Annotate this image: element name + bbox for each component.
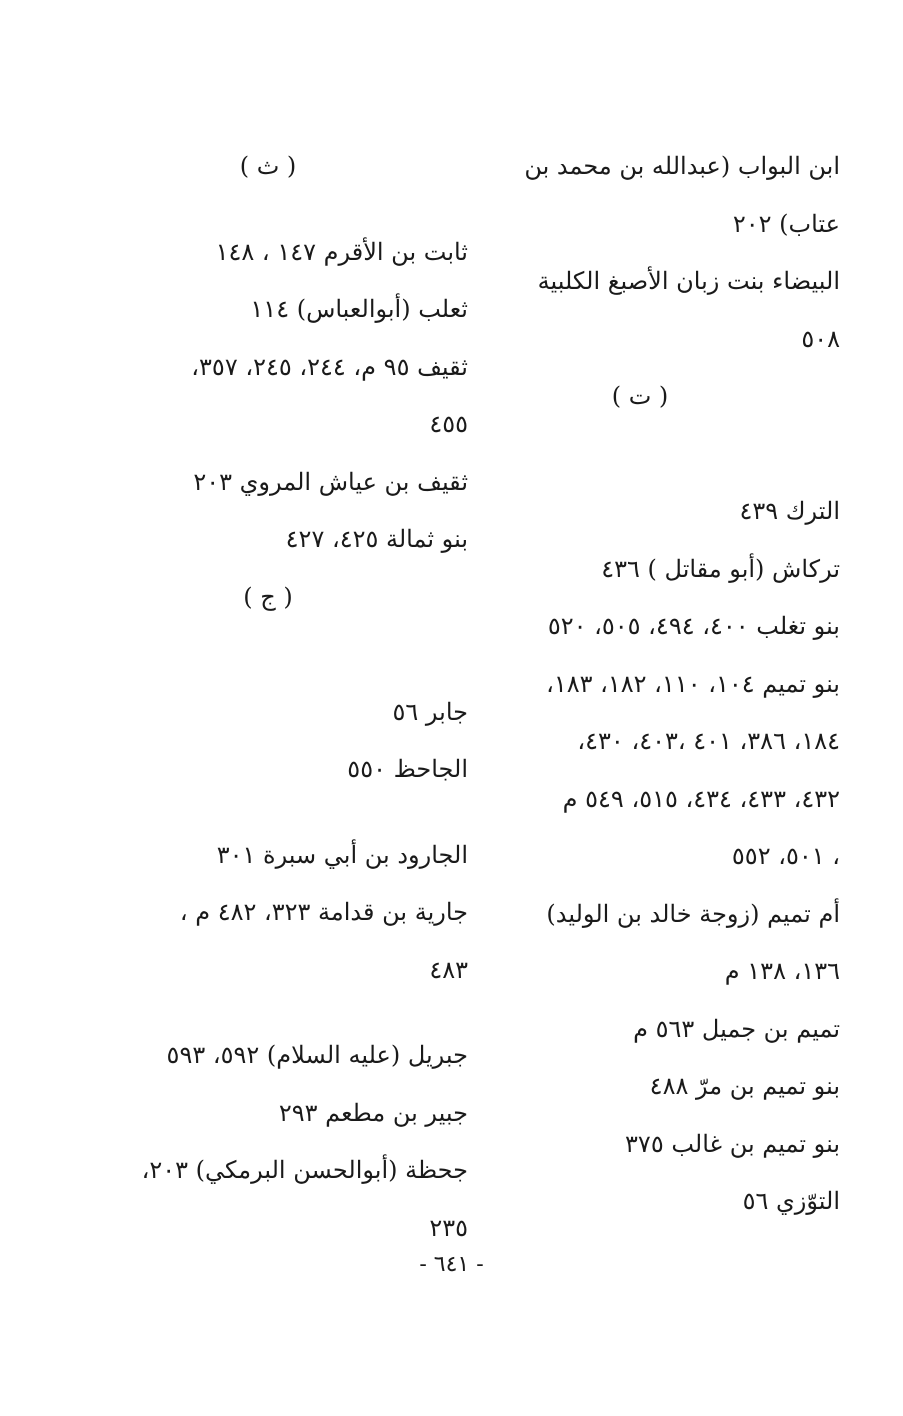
index-entry: ٢٣٥: [429, 1213, 468, 1242]
index-column-right: [495, 138, 840, 1231]
index-entry: بنو تميم ١٠٤، ١١٠، ١٨٢، ١٨٣،: [546, 669, 840, 698]
index-entry: جبريل (عليه السلام) ٥٩٢، ٥٩٣: [166, 1041, 468, 1069]
index-entry: جبير بن مطعم ٢٩٣: [278, 1098, 468, 1127]
index-entry: ثعلب (أبوالعباس) ١١٤: [250, 295, 468, 323]
index-entry: البيضاء بنت زبان الأصبغ الكلبية: [537, 267, 840, 295]
index-entry: بنو تميم بن مرّ ٤٨٨: [649, 1072, 840, 1100]
index-entry: ثقيف بن عياش المروي ٢٠٣: [193, 467, 468, 496]
page-number: - ٦٤١ -: [419, 1252, 484, 1277]
index-entry: ثقيف ٩٥ م، ٢٤٤، ٢٤٥، ٣٥٧،: [191, 352, 468, 381]
index-entry: جابر ٥٦: [392, 697, 468, 726]
spacer: [123, 626, 468, 684]
section-heading-tha: ( ث ): [239, 152, 297, 180]
spacer: [123, 799, 468, 827]
index-entry: جارية بن قدامة ٣٢٣، ٤٨٢ م ،: [179, 898, 468, 926]
index-entry: بنو تميم بن غالب ٣٧٥: [625, 1129, 840, 1158]
index-entry: بنو ثمالة ٤٢٥، ٤٢٧: [285, 525, 468, 553]
index-entry: جحظة (أبوالحسن البرمكي) ٢٠٣،: [141, 1156, 468, 1184]
section-heading-ta: ( ت ): [611, 382, 669, 410]
index-entry: ثابت بن الأقرم ١٤٧ ، ١٤٨: [215, 237, 468, 266]
index-column-left: [123, 138, 468, 1257]
index-entry: الجارود بن أبي سبرة ٣٠١: [216, 840, 468, 869]
index-entry: ١٨٤، ٣٨٦، ٤٠١ ،٤٠٣، ٤٣٠،: [577, 727, 840, 755]
spacer: [495, 426, 840, 484]
index-entry: ٤٨٣: [429, 955, 468, 984]
spacer: [123, 999, 468, 1027]
index-entry: تركاش (أبو مقاتل ) ٤٣٦: [601, 554, 840, 583]
index-entry: ٥٠٨: [801, 324, 840, 353]
index-entry: ١٣٦، ١٣٨ م: [724, 957, 840, 985]
index-entry: ، ٥٠١، ٥٥٢: [731, 842, 840, 870]
index-entry: ٤٥٥: [429, 410, 468, 438]
index-entry: بنو تغلب ٤٠٠، ٤٩٤، ٥٠٥، ٥٢٠: [547, 612, 840, 640]
index-entry: تميم بن جميل ٥٦٣ م: [633, 1014, 840, 1043]
index-entry: أم تميم (زوجة خالد بن الوليد): [546, 899, 840, 928]
index-entry: التوّزي ٥٦: [742, 1187, 840, 1215]
index-entry: ابن البواب (عبدالله بن محمد بن: [524, 152, 840, 180]
index-entry: الجاحظ ٥٥٠: [347, 755, 468, 783]
index-entry: عتاب) ٢٠٢: [732, 209, 840, 238]
spacer: [123, 196, 468, 224]
index-entry: ٤٣٢، ٤٣٣، ٤٣٤، ٥١٥، ٥٤٩ م: [562, 784, 840, 813]
index-entry: الترك ٤٣٩: [739, 497, 840, 525]
section-heading-jim: ( ج ): [243, 582, 293, 611]
